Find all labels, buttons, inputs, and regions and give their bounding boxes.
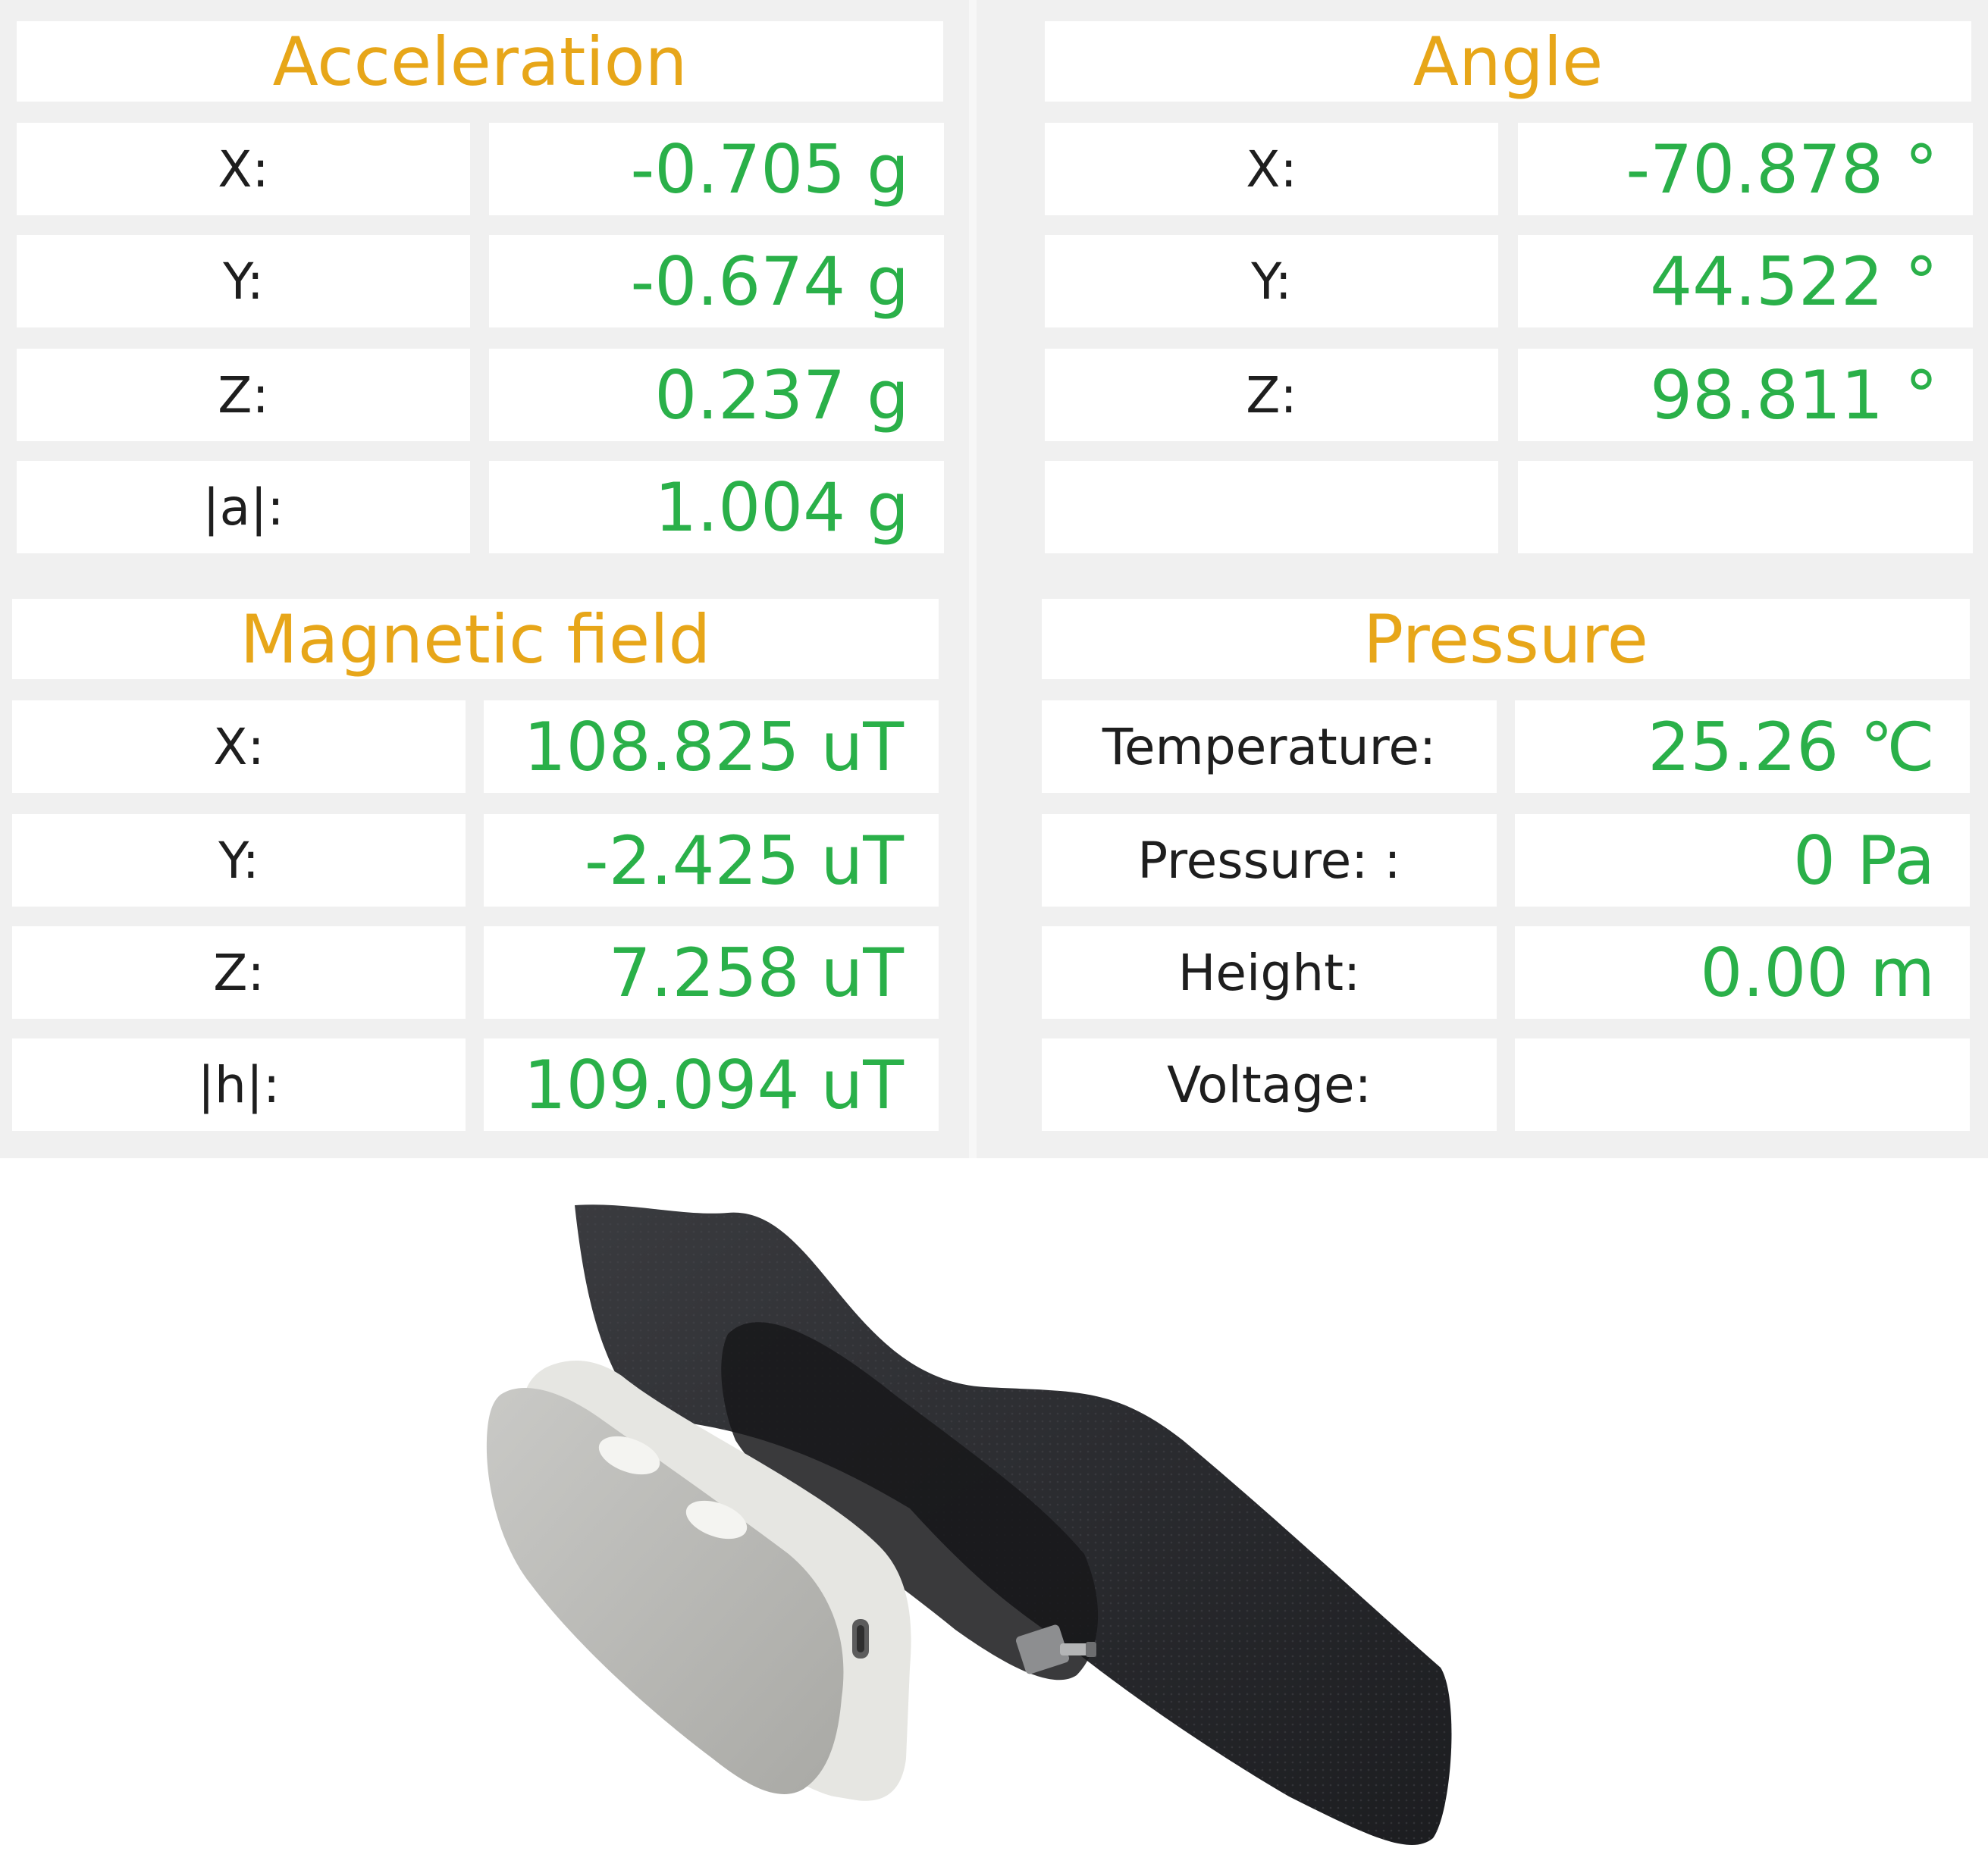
magnetic-field-panel-title: Magnetic field [12,599,939,679]
height-value: 0.00 m [1515,926,1970,1019]
pressure-label: Pressure: : [1042,814,1497,907]
voltage-label: Voltage: [1042,1038,1497,1131]
acceleration-y-value: -0.674 g [489,235,944,327]
usb-c-port [852,1619,869,1659]
angle-x-value: -70.878 ° [1518,123,1973,215]
acceleration-magnitude-value: 1.004 g [489,461,944,553]
acceleration-z-value: 0.237 g [489,349,944,441]
magnetic-x-label: X: [12,700,466,793]
acceleration-panel-title: Acceleration [17,21,943,102]
magnetic-z-label: Z: [12,926,466,1019]
voltage-value [1515,1038,1970,1131]
angle-empty-value [1518,461,1973,553]
pressure-panel-title: Pressure [1042,599,1970,679]
magnetic-y-value: -2.425 uT [484,814,939,907]
acceleration-magnitude-label: |a|: [17,461,470,553]
temperature-label: Temperature: [1042,700,1497,793]
height-label: Height: [1042,926,1497,1019]
angle-z-value: 98.811 ° [1518,349,1973,441]
acceleration-x-label: X: [17,123,470,215]
angle-y-value: 44.522 ° [1518,235,1973,327]
acceleration-x-value: -0.705 g [489,123,944,215]
angle-y-label: Y: [1045,235,1498,327]
acceleration-z-label: Z: [17,349,470,441]
temperature-value: 25.26 ℃ [1515,700,1970,793]
device-illustration [0,1158,1988,1870]
magnetic-magnitude-label: |h|: [12,1038,466,1131]
angle-panel-title: Angle [1045,21,1971,102]
magnetic-z-value: 7.258 uT [484,926,939,1019]
acceleration-y-label: Y: [17,235,470,327]
magnetic-magnitude-value: 109.094 uT [484,1038,939,1131]
angle-z-label: Z: [1045,349,1498,441]
pressure-value: 0 Pa [1515,814,1970,907]
magnetic-x-value: 108.825 uT [484,700,939,793]
angle-x-label: X: [1045,123,1498,215]
panel-divider [969,0,977,1158]
magnetic-y-label: Y: [12,814,466,907]
angle-empty-label [1045,461,1498,553]
